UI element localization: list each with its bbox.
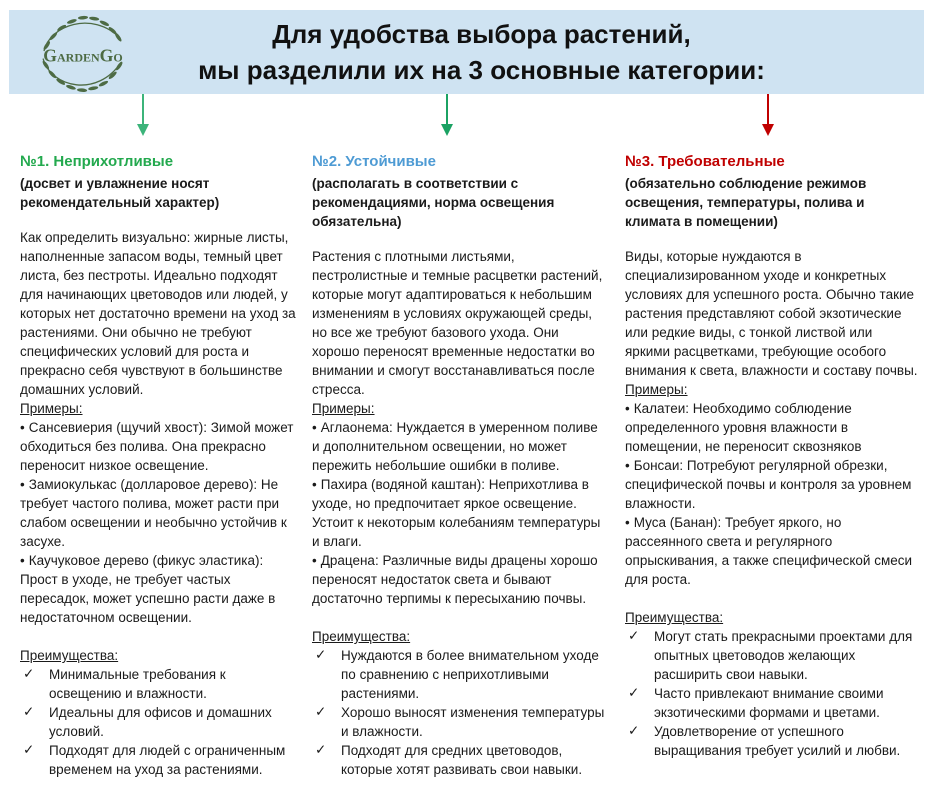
- examples-label: Примеры:: [20, 401, 83, 416]
- bullet-icon: •: [20, 420, 25, 435]
- advantage-text: Удовлетворение от успешного выращивания требует усилий и любви.: [654, 724, 901, 758]
- example-text: Муса (Банан): Требует яркого, но рассеянного света и регулярного опрыскивания, а также специфической смеси для роста.: [625, 515, 913, 587]
- example-item: [625, 456, 920, 513]
- check-icon: ✓: [23, 704, 35, 720]
- advantage-item: [20, 703, 298, 741]
- example-text: Замиокулькас (долларовое дерево): Не требует частого полива, может расти при слабом освещении и необычно устойчив к засухе.: [20, 477, 287, 549]
- advantages-label: Преимущества:: [20, 648, 119, 663]
- category-title: №2. Устойчивые: [312, 153, 436, 170]
- check-icon: ✓: [315, 742, 327, 758]
- example-item: [312, 418, 608, 475]
- advantages-label: Преимущества:: [312, 629, 411, 644]
- advantage-item: [20, 741, 298, 779]
- advantages-label: Преимущества:: [625, 610, 724, 625]
- example-text: Пахира (водяной каштан): Неприхотлива в уходе, но предпочитает яркое освещение. Устоит к некоторым колебаниям температуры и влаги.: [312, 477, 601, 549]
- page-title-line2: мы разделили их на 3 основные категории:: [198, 55, 765, 85]
- category-column-resilient: [312, 152, 608, 779]
- example-item: [20, 551, 298, 627]
- advantage-text: Часто привлекают внимание своими экзотическими формами и цветами.: [654, 686, 884, 720]
- example-item: [20, 418, 298, 475]
- advantage-item: [312, 741, 608, 779]
- category-column-unpretentious: [20, 152, 298, 779]
- advantage-text: Хорошо выносят изменения температуры и влажности.: [341, 705, 605, 739]
- check-icon: ✓: [628, 723, 640, 739]
- bullet-icon: •: [312, 553, 317, 568]
- bullet-icon: •: [20, 477, 25, 492]
- advantage-item: [20, 665, 298, 703]
- category-subtitle: (обязательно соблюдение режимов освещения, температуры, полива и климата в помещении): [625, 176, 867, 229]
- example-text: Бонсаи: Потребуют регулярной обрезки, специфической почвы и контроля за уровнем влажности.: [625, 458, 912, 511]
- category-description: Как определить визуально: жирные листы, наполненные запасом воды, темный цвет листа, без пестроты. Идеально подходят для начинающих цветоводов или людей, у которых нет достаточно времени на уход за растениями. Они обычно не требуют специфических условий для роста и прекрасно себя чувствуют в большинстве домашних условий.: [20, 230, 296, 397]
- example-item: [312, 475, 608, 551]
- advantage-item: [625, 627, 920, 684]
- category-column-demanding: [625, 152, 920, 779]
- example-text: Сансевиерия (щучий хвост): Зимой может обходиться без полива. Она прекрасно переносит низкое освещение.: [20, 420, 294, 473]
- advantage-item: [312, 703, 608, 741]
- example-text: Калатеи: Необходимо соблюдение определенного уровня влажности в помещении, не переносит сквозняков: [625, 401, 862, 454]
- advantage-text: Минимальные требования к освещению и влажности.: [49, 667, 226, 701]
- page-title-line1: Для удобства выбора растений,: [272, 19, 691, 49]
- category-description: Растения с плотными листьями, пестролистные и темные расцветки растений, которые могут адаптироваться к небольшим изменениям в условиях окружающей среды, но все же требуют базового ухода. Они хорошо переносят временные недостатки во внимании и смогут восстанавливаться после стресса.: [312, 249, 603, 397]
- advantage-item: [312, 646, 608, 703]
- check-icon: ✓: [315, 647, 327, 663]
- examples-label: Примеры:: [312, 401, 375, 416]
- advantage-item: [625, 722, 920, 760]
- check-icon: ✓: [23, 666, 35, 682]
- check-icon: ✓: [23, 742, 35, 758]
- category-description: Виды, которые нуждаются в специализированном уходе и конкретных условиях для успешного роста. Обычно такие растения представляют собой экзотические или редкие виды, с тонкой листвой или яркими расцветками, требующие особого внимания к света, влажности и составу почвы.: [625, 249, 918, 378]
- example-item: [625, 399, 920, 456]
- advantage-text: Подходят для людей с ограниченным временем на уход за растениями.: [49, 743, 286, 777]
- example-item: [625, 513, 920, 589]
- page-title: [9, 16, 924, 88]
- advantage-text: Подходят для средних цветоводов, которые хотят развивать свои навыки.: [341, 743, 583, 777]
- logo-text: GardenGo: [43, 45, 123, 66]
- down-arrow-icon: [441, 94, 453, 136]
- bullet-icon: •: [625, 401, 630, 416]
- laurel-wreath-icon: [31, 6, 135, 100]
- advantage-item: [625, 684, 920, 722]
- gardengo-logo: [31, 6, 135, 100]
- advantage-text: Могут стать прекрасными проектами для опытных цветоводов желающих расширить свои навыки.: [654, 629, 913, 682]
- down-arrow-icon: [762, 94, 774, 136]
- example-text: Каучуковое дерево (фикус эластика): Прост в уходе, не требует частых пересадок, может успешно расти даже в недостаточном освещении.: [20, 553, 276, 625]
- check-icon: ✓: [628, 628, 640, 644]
- example-text: Аглаонема: Нуждается в умеренном поливе и дополнительном освещении, но может пережить небольшие ошибки в поливе.: [312, 420, 598, 473]
- category-title: №1. Неприхотливые: [20, 153, 174, 170]
- category-title: №3. Требовательные: [625, 153, 785, 170]
- bullet-icon: •: [625, 515, 630, 530]
- bullet-icon: •: [625, 458, 630, 473]
- bullet-icon: •: [312, 420, 317, 435]
- example-item: [312, 551, 608, 608]
- example-item: [20, 475, 298, 551]
- bullet-icon: •: [312, 477, 317, 492]
- bullet-icon: •: [20, 553, 25, 568]
- examples-label: Примеры:: [625, 382, 688, 397]
- down-arrow-icon: [137, 94, 149, 136]
- check-icon: ✓: [628, 685, 640, 701]
- advantage-text: Идеальны для офисов и домашних условий.: [49, 705, 272, 739]
- category-subtitle: (располагать в соответствии с рекомендациями, норма освещения обязательна): [312, 176, 555, 229]
- categories-row: [20, 152, 920, 779]
- check-icon: ✓: [315, 704, 327, 720]
- advantage-text: Нуждаются в более внимательном уходе по сравнению с неприхотливыми растениями.: [341, 648, 599, 701]
- example-text: Драцена: Различные виды драцены хорошо переносят недостаток света и бывают достаточно терпимы к пересыханию почвы.: [312, 553, 598, 606]
- header-banner: [9, 10, 924, 94]
- category-subtitle: (досвет и увлажнение носят рекомендательный характер): [20, 176, 220, 210]
